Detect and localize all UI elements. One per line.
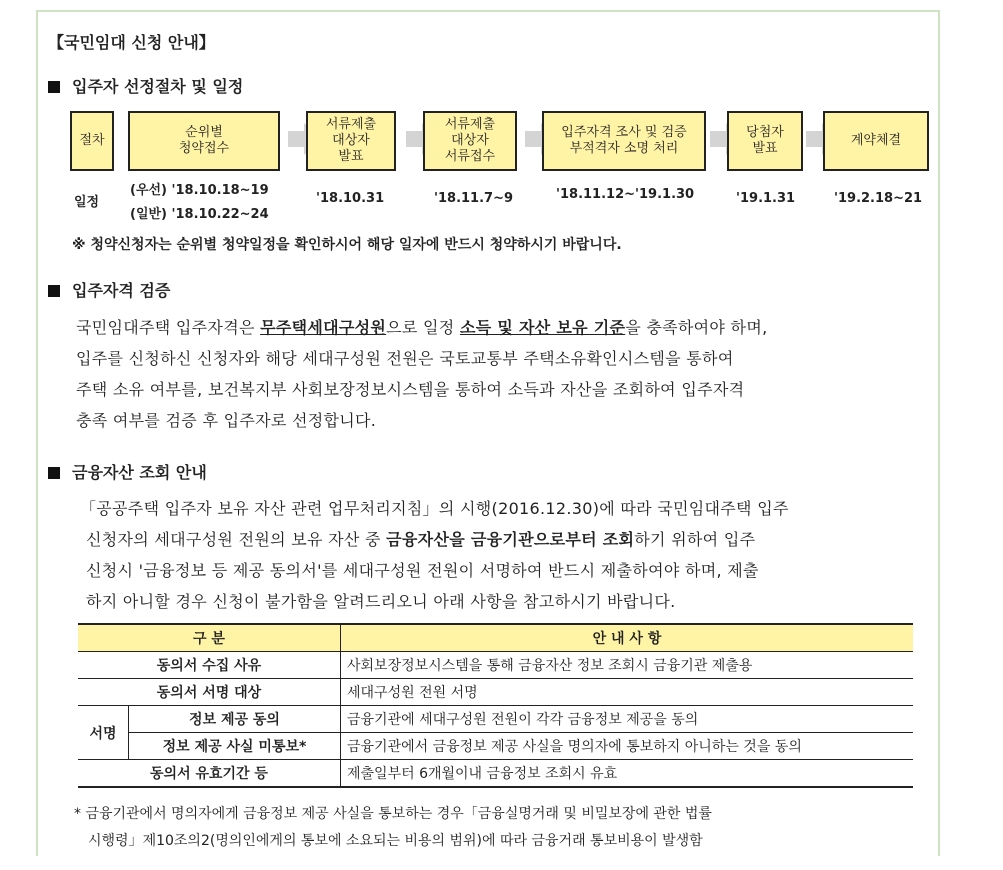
text-run: 을 충족하여야 하며, bbox=[625, 318, 768, 337]
table-header-guidance: 안 내 사 항 bbox=[341, 624, 914, 652]
text-run: 하기 위하여 입주 bbox=[634, 530, 756, 549]
date-priority: (우선) '18.10.18~19 bbox=[130, 183, 269, 198]
step-box-doc-announce bbox=[306, 111, 396, 171]
financial-line-4: 하지 아니할 경우 신청이 불가함을 알려드리오니 아래 사항을 참고하시기 바랍니다. bbox=[86, 592, 676, 611]
section-heading-schedule bbox=[48, 74, 243, 97]
text-run: 신청자의 세대구성원 전원의 보유 자산 중 bbox=[86, 530, 387, 549]
eligibility-line-1 bbox=[76, 315, 767, 338]
schedule-label: 일정 bbox=[74, 195, 100, 210]
row-label: 동의서 수집 사유 bbox=[78, 652, 341, 679]
table-row bbox=[78, 679, 913, 706]
page-title: 【국민임대 신청 안내】 bbox=[48, 33, 215, 52]
text-run: 으로 일정 bbox=[386, 318, 460, 337]
eligibility-line-3: 주택 소유 여부를, 보건복지부 사회보장정보시스템을 통하여 소득과 자산을 조회하여 입주자격 bbox=[76, 380, 745, 399]
step-label: 절차 bbox=[79, 133, 105, 148]
text-run-emphasis: 소득 및 자산 보유 기준 bbox=[459, 318, 626, 337]
step-label: 당첨자 발표 bbox=[746, 125, 784, 156]
step-box-winner-announce bbox=[727, 111, 803, 171]
row-value: 사회보장정보시스템을 통해 금융자산 정보 조회시 금융기관 제출용 bbox=[347, 658, 753, 674]
text-run: 국민임대주택 입주자격은 bbox=[76, 318, 261, 337]
step-box-verification bbox=[542, 111, 706, 171]
step-box-procedure bbox=[70, 111, 114, 171]
section-heading-financial bbox=[48, 460, 207, 483]
financial-line-1: 「공공주택 입주자 보유 자산 관련 업무처리지침」의 시행(2016.12.30)에 따라 국민임대주택 입주 bbox=[80, 499, 789, 518]
step-box-doc-receipt bbox=[423, 111, 517, 171]
date-contract: '19.2.18~21 bbox=[834, 191, 923, 206]
financial-line-2 bbox=[86, 527, 755, 550]
date-doc-announce: '18.10.31 bbox=[316, 191, 385, 206]
eligibility-line-4: 충족 여부를 검증 후 입주자로 선정합니다. bbox=[76, 411, 377, 430]
row-label: 동의서 서명 대상 bbox=[78, 679, 341, 706]
table-row bbox=[78, 733, 913, 760]
step-box-application bbox=[128, 111, 280, 171]
row-value: 금융기관에서 금융정보 제공 사실을 명의자에 통보하지 아니하는 것을 동의 bbox=[347, 739, 802, 755]
date-winner: '19.1.31 bbox=[736, 191, 796, 206]
date-verification: '18.11.12~'19.1.30 bbox=[556, 187, 695, 202]
text-run-emphasis: 무주택세대구성원 bbox=[260, 318, 387, 337]
row-value: 제출일부터 6개월이내 금융정보 조회시 유효 bbox=[347, 766, 618, 782]
step-label: 계약체결 bbox=[850, 133, 902, 148]
section-heading-text: 입주자격 검증 bbox=[72, 281, 171, 300]
footnote-line-1: * 금융기관에서 명의자에게 금융정보 제공 사실을 통보하는 경우「금융실명거래 및 비밀보장에 관한 법률 bbox=[74, 806, 712, 822]
eligibility-line-2: 입주를 신청하신 신청자와 해당 세대구성원 전원은 국토교통부 주택소유확인시스템을 통하여 bbox=[76, 349, 734, 368]
section-heading-text: 금융자산 조회 안내 bbox=[72, 463, 207, 482]
step-box-contract bbox=[823, 111, 929, 171]
row-label: 정보 제공 동의 bbox=[129, 706, 341, 733]
table-header-category: 구 분 bbox=[78, 624, 341, 652]
section-heading-eligibility bbox=[48, 278, 170, 301]
table-row bbox=[78, 760, 913, 788]
schedule-note: ※ 청약신청자는 순위별 청약일정을 확인하시어 해당 일자에 반드시 청약하시기 바랍니다. bbox=[72, 237, 622, 253]
row-value: 세대구성원 전원 서명 bbox=[347, 685, 478, 701]
step-label: 서류제출 대상자 발표 bbox=[325, 117, 377, 164]
table-row bbox=[78, 706, 913, 733]
section-heading-text: 입주자 선정절차 및 일정 bbox=[72, 77, 244, 96]
footnote-line-2: 시행령」제10조의2(명의인에게의 통보에 소요되는 비용의 범위)에 따라 금융거래 통보비용이 발생함 bbox=[88, 833, 703, 849]
text-run-emphasis: 금융자산을 금융기관으로부터 조회 bbox=[386, 530, 635, 549]
step-label: 입주자격 조사 및 검증 부적격자 소명 처리 bbox=[561, 125, 687, 156]
bullet-square-icon bbox=[48, 285, 60, 297]
date-doc-receipt: '18.11.7~9 bbox=[434, 191, 514, 206]
consent-info-table bbox=[78, 623, 913, 788]
financial-line-3: 신청시 '금융정보 등 제공 동의서'를 세대구성원 전원이 서명하여 반드시 제출하여야 하며, 제출 bbox=[86, 561, 759, 580]
row-group-label-sign: 서명 bbox=[78, 706, 129, 760]
date-general: (일반) '18.10.22~24 bbox=[130, 207, 269, 222]
step-label: 서류제출 대상자 서류접수 bbox=[444, 117, 496, 164]
row-value: 금융기관에 세대구성원 전원이 각각 금융정보 제공을 동의 bbox=[347, 712, 699, 728]
bullet-square-icon bbox=[48, 81, 60, 93]
row-label: 동의서 유효기간 등 bbox=[78, 760, 341, 788]
step-label: 순위별 청약접수 bbox=[178, 125, 230, 156]
table-row bbox=[78, 652, 913, 679]
table-header-row bbox=[78, 624, 913, 652]
bullet-square-icon bbox=[48, 467, 60, 479]
row-label: 정보 제공 사실 미통보* bbox=[129, 733, 341, 760]
